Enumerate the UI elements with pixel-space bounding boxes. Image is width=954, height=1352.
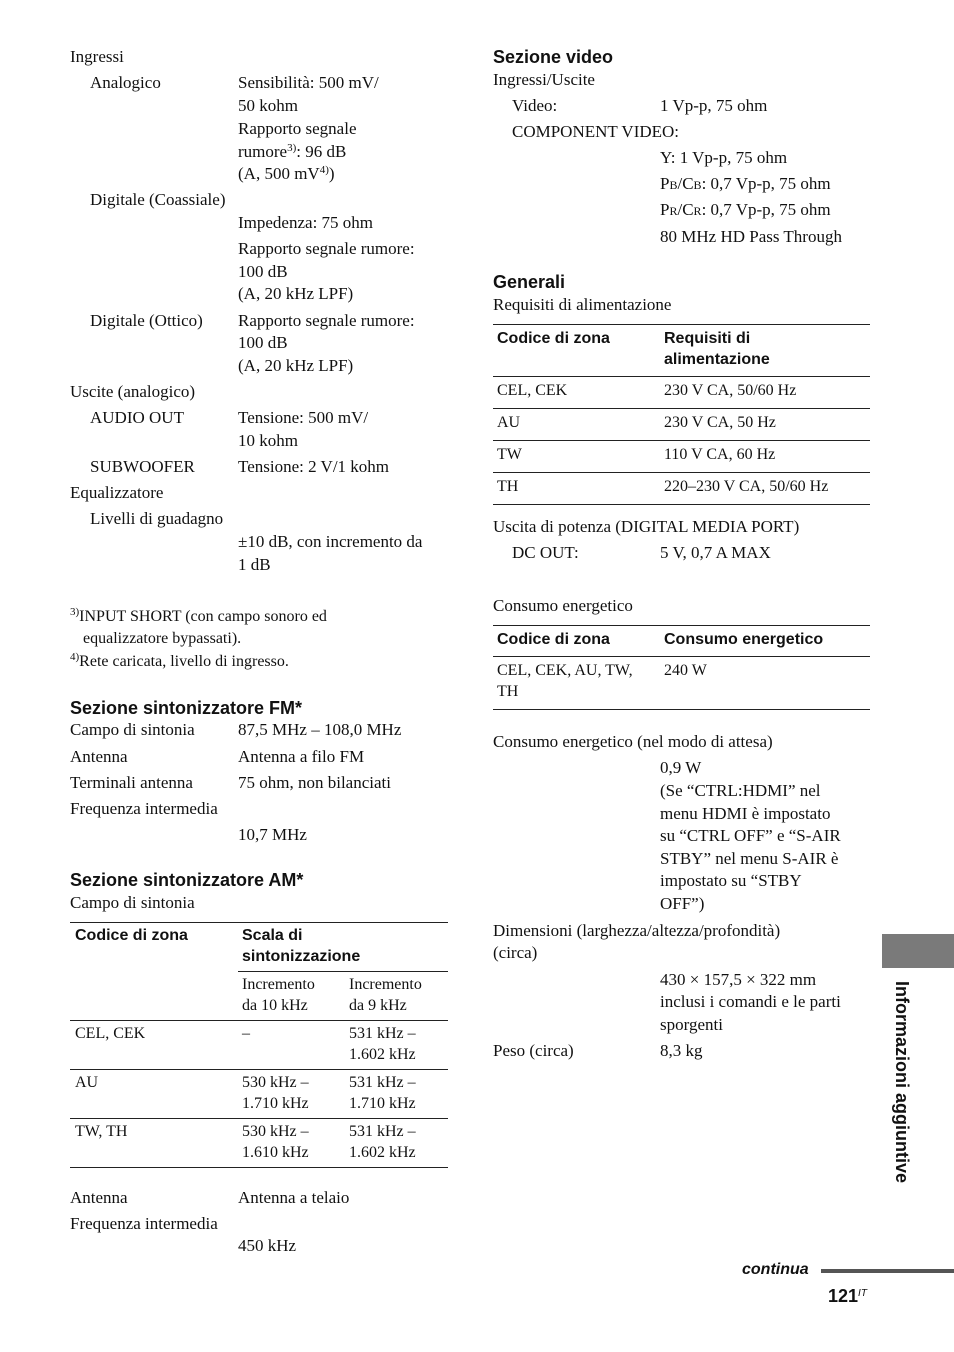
table-cell: 1.602 kHz: [349, 1144, 416, 1161]
am-range-label: Campo di sintonia: [70, 893, 195, 912]
am-heading: Sezione sintonizzatore AM*: [70, 870, 304, 890]
am-table-header-zone: Codice di zona: [75, 927, 188, 944]
fm-row-label: Frequenza intermedia: [70, 799, 218, 818]
am-table-header-scale: sintonizzazione: [242, 948, 361, 965]
consumption-table-header-value: Consumo energetico: [664, 631, 824, 648]
fm-row-label: Campo di sintonia: [70, 720, 195, 739]
section-tab: [882, 934, 954, 968]
power-out-label: Uscita di potenza (DIGITAL MEDIA PORT): [493, 517, 800, 536]
standby-line: 0,9 W: [660, 758, 702, 777]
table-cell: 531 kHz –: [349, 1074, 416, 1091]
table-rule: [70, 1069, 448, 1070]
eq-heading: Equalizzatore: [70, 483, 164, 502]
am-subheader: da 9 kHz: [349, 997, 407, 1014]
am-if-label: Frequenza intermedia: [70, 1214, 218, 1233]
gain-line: ±10 dB, con incremento da: [238, 532, 423, 551]
hd-pass-through: 80 MHz HD Pass Through: [660, 227, 842, 246]
fm-row-value: 75 ohm, non bilanciati: [238, 773, 391, 792]
table-rule: [70, 922, 448, 923]
table-cell: CEL, CEK: [75, 1025, 146, 1042]
component-y: Y: 1 Vp-p, 75 ohm: [660, 148, 788, 167]
table-cell: 1.710 kHz: [242, 1095, 309, 1112]
table-rule: [493, 709, 870, 710]
table-cell: TH: [497, 478, 519, 495]
footnote-3-cont: equalizzatore bypassati).: [83, 630, 242, 647]
dc-out-label: DC OUT:: [512, 543, 579, 562]
table-cell: TW: [497, 446, 522, 463]
standby-line: STBY” nel menu S-AIR è: [660, 849, 839, 868]
footnote-ref: 3): [287, 142, 297, 154]
digital-coax-line: (A, 20 kHz LPF): [238, 284, 354, 303]
gain-label: Livelli di guadagno: [90, 509, 224, 528]
fm-row-label: Terminali antenna: [70, 773, 193, 792]
table-rule: [70, 1020, 448, 1021]
outputs-heading: Uscite (analogico): [70, 382, 196, 401]
footnote-4: $^{4)}$Rete caricata, livello di ingresso.: [70, 651, 289, 670]
analog-line: Rapporto segnale: [238, 119, 357, 138]
digital-opt-line: 100 dB: [238, 333, 288, 352]
am-antenna-label: Antenna: [70, 1188, 128, 1207]
table-cell: 531 kHz –: [349, 1123, 416, 1140]
am-if-value: 450 kHz: [238, 1236, 297, 1255]
component-pr: PR/CR: 0,7 Vp-p, 75 ohm: [660, 200, 831, 219]
dimensions-label: (circa): [493, 943, 538, 962]
fm-heading: Sezione sintonizzatore FM*: [70, 698, 303, 718]
table-rule: [493, 376, 870, 377]
analog-line: 50 kohm: [238, 96, 298, 115]
digital-coax-label: Digitale (Coassiale): [90, 190, 226, 209]
table-cell: –: [242, 1025, 250, 1042]
dc-out-value: 5 V, 0,7 A MAX: [660, 543, 771, 562]
standby-line: su “CTRL OFF” e “S-AIR: [660, 826, 841, 845]
fm-row-value: Antenna a filo FM: [238, 747, 365, 766]
standby-line: impostato su “STBY: [660, 871, 802, 890]
video-heading: Sezione video: [493, 47, 614, 67]
table-cell: CEL, CEK: [497, 382, 568, 399]
table-rule: [493, 625, 870, 626]
gain-line: 1 dB: [238, 555, 271, 574]
table-rule: [493, 324, 870, 325]
audio-out-line: 10 kohm: [238, 431, 298, 450]
table-rule: [70, 1118, 448, 1119]
power-table-header-req: alimentazione: [664, 351, 770, 368]
inputs-heading: Ingressi: [70, 47, 124, 66]
table-cell: 110 V CA, 60 Hz: [664, 446, 776, 463]
component-pb: PB/CB: 0,7 Vp-p, 75 ohm: [660, 174, 831, 193]
continue-rule: [821, 1269, 954, 1273]
page-number: $121^{IT}$: [828, 1286, 867, 1306]
dimensions-line: sporgenti: [660, 1015, 723, 1034]
standby-label: Consumo energetico (nel modo di attesa): [493, 732, 773, 751]
power-req-label: Requisiti di alimentazione: [493, 295, 672, 314]
table-cell: 230 V CA, 50/60 Hz: [664, 382, 797, 399]
digital-coax-line: 100 dB: [238, 262, 288, 281]
digital-opt-line: Rapporto segnale rumore:: [238, 311, 415, 330]
table-rule: [493, 504, 870, 505]
table-rule: [493, 656, 870, 657]
dimensions-line: inclusi i comandi e le parti: [660, 992, 841, 1011]
power-table-header-zone: Codice di zona: [497, 330, 610, 347]
table-cell: AU: [497, 414, 521, 431]
table-cell: CEL, CEK, AU, TW,: [497, 662, 633, 679]
table-rule: [70, 1167, 448, 1168]
am-antenna-value: Antenna a telaio: [238, 1188, 350, 1207]
analog-line: Sensibilità: 500 mV/: [238, 73, 379, 92]
am-table-header-scale: Scala di: [242, 927, 303, 944]
table-cell: 240 W: [664, 662, 707, 679]
audio-out-line: Tensione: 500 mV/: [238, 408, 369, 427]
dimensions-line: 430 × 157,5 × 322 mm: [660, 970, 817, 989]
fm-row-label: Antenna: [70, 747, 128, 766]
am-subheader: Incremento: [242, 976, 315, 993]
standby-line: menu HDMI è impostato: [660, 804, 831, 823]
table-cell: TH: [497, 683, 519, 700]
fm-if-value: 10,7 MHz: [238, 825, 307, 844]
footnote-ref: 4): [319, 164, 329, 176]
table-cell: 1.710 kHz: [349, 1095, 416, 1112]
weight-value: 8,3 kg: [660, 1041, 703, 1060]
table-cell: AU: [75, 1074, 99, 1091]
section-tab-label: Informazioni aggiuntive: [892, 981, 912, 1184]
consumption-label: Consumo energetico: [493, 596, 633, 615]
digital-opt-line: (A, 20 kHz LPF): [238, 356, 354, 375]
table-cell: TW, TH: [75, 1123, 128, 1140]
general-heading: Generali: [493, 272, 566, 292]
table-cell: 1.602 kHz: [349, 1046, 416, 1063]
continue-label: continua: [742, 1261, 809, 1278]
video-io-label: Ingressi/Uscite: [493, 70, 595, 89]
digital-opt-label: Digitale (Ottico): [90, 311, 203, 330]
am-subheader: Incremento: [349, 976, 422, 993]
table-cell: 230 V CA, 50 Hz: [664, 414, 776, 431]
fm-row-value: 87,5 MHz – 108,0 MHz: [238, 720, 402, 739]
power-table-header-req: Requisiti di: [664, 330, 751, 347]
consumption-table-header-zone: Codice di zona: [497, 631, 610, 648]
standby-line: OFF”): [660, 894, 705, 913]
table-cell: 220–230 V CA, 50/60 Hz: [664, 478, 829, 495]
digital-coax-line: Rapporto segnale rumore:: [238, 239, 415, 258]
analog-label: Analogico: [90, 73, 161, 92]
digital-coax-line: Impedenza: 75 ohm: [238, 213, 374, 232]
table-cell: 531 kHz –: [349, 1025, 416, 1042]
am-subheader: da 10 kHz: [242, 997, 308, 1014]
footnote-3: $^{3)}$INPUT SHORT (con campo sonoro ed: [70, 606, 327, 625]
analog-line: (A, 500 $mV^{4)}$): [238, 164, 335, 183]
dimensions-label: Dimensioni (larghezza/altezza/profondità): [493, 921, 781, 940]
table-cell: 530 kHz –: [242, 1074, 309, 1091]
table-rule: [493, 440, 870, 441]
table-rule: [493, 408, 870, 409]
analog-line: rumore$^{3)}$: 96 dB: [238, 142, 347, 161]
weight-label: Peso (circa): [493, 1041, 574, 1060]
table-cell: 530 kHz –: [242, 1123, 309, 1140]
audio-out-label: AUDIO OUT: [90, 408, 184, 427]
table-cell: 1.610 kHz: [242, 1144, 309, 1161]
subwoofer-line: Tensione: 2 V/1 kohm: [238, 457, 390, 476]
standby-line: (Se “CTRL:HDMI” nel: [660, 781, 821, 800]
video-value: 1 Vp-p, 75 ohm: [660, 96, 768, 115]
table-rule: [493, 472, 870, 473]
component-label: COMPONENT VIDEO:: [512, 122, 680, 141]
subwoofer-label: SUBWOOFER: [90, 457, 195, 476]
video-label: Video:: [512, 96, 558, 115]
table-rule: [238, 971, 448, 972]
